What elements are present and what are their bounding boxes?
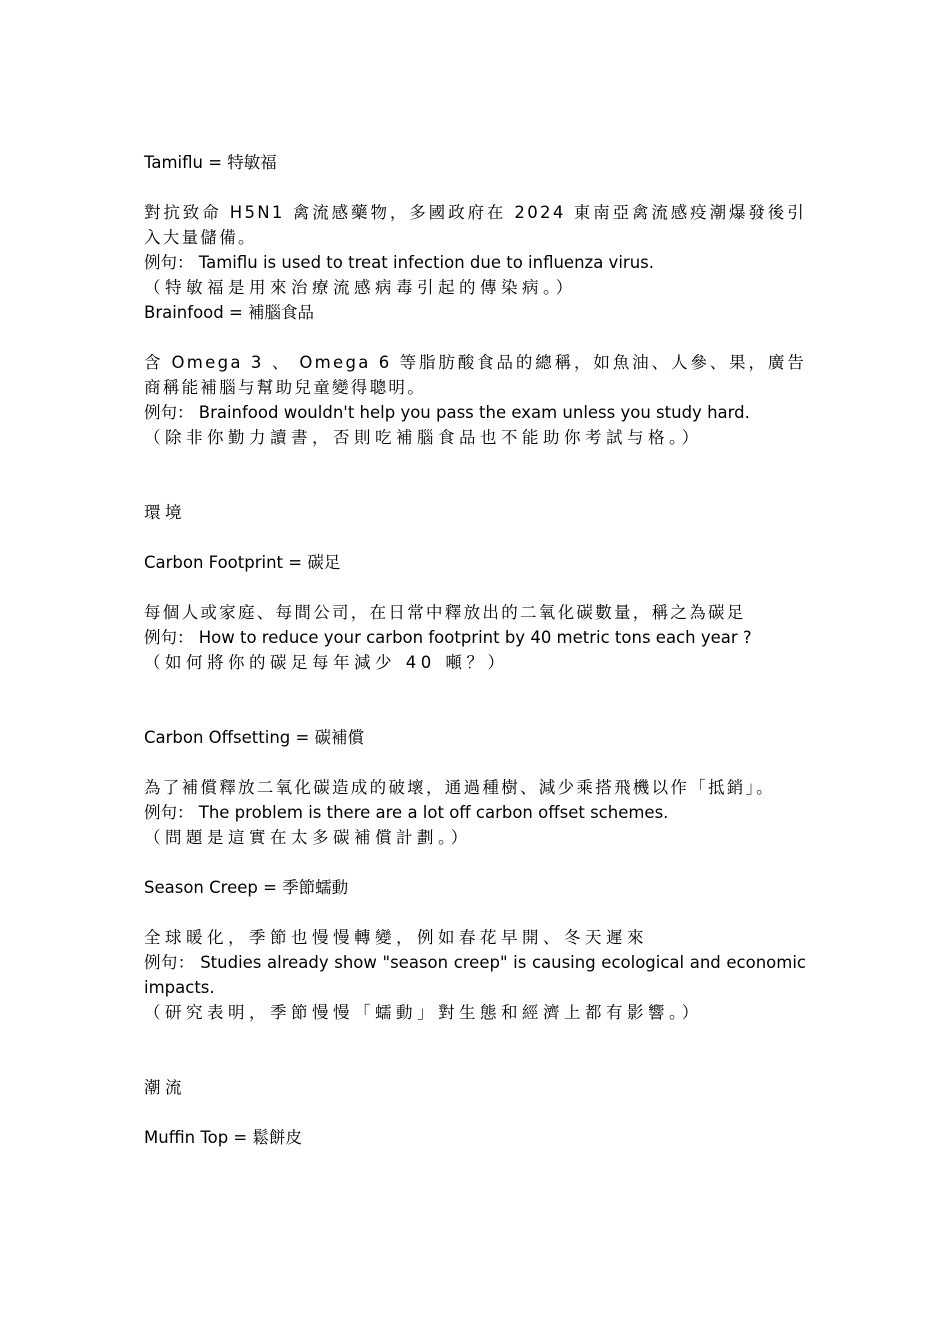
definition-tamiflu: 對抗致命 H5N1 禽流感藥物，多國政府在 2024 東南亞禽流感疫潮爆發後引入大量儲備。 xyxy=(144,203,806,247)
term-tamiflu: Tamiflu = 特敏福 xyxy=(144,153,277,172)
translation-brainfood: （除非你勤力讀書，否則吃補腦食品也不能助你考試与格。） xyxy=(144,428,703,447)
section-heading-trend: 潮流 xyxy=(144,1078,186,1097)
example-season-creep: 例句： Studies already show "season creep" is causing ecological and economic impacts. xyxy=(144,953,806,997)
spacer xyxy=(144,675,806,725)
spacer xyxy=(144,575,806,600)
example-brainfood: 例句： Brainfood wouldn't help you pass the exam unless you study hard. xyxy=(144,403,750,422)
spacer xyxy=(144,850,806,875)
spacer xyxy=(144,1100,806,1125)
translation-carbon-offsetting: （問題是這實在太多碳補償計劃。） xyxy=(144,828,472,847)
spacer xyxy=(144,900,806,925)
example-carbon-offsetting: 例句： The problem is there are a lot off carbon offset schemes. xyxy=(144,803,669,822)
term-carbon-footprint: Carbon Footprint = 碳足 xyxy=(144,553,341,572)
translation-season-creep: （研究表明，季節慢慢「蠕動」對生態和經濟上都有影響。） xyxy=(144,1003,703,1022)
term-brainfood: Brainfood = 補腦食品 xyxy=(144,303,315,322)
example-tamiflu: 例句： Tamiflu is used to treat infection due to influenza virus. xyxy=(144,253,654,272)
term-season-creep: Season Creep = 季節蠕動 xyxy=(144,878,349,897)
spacer xyxy=(144,750,806,775)
term-muffin-top: Muffin Top = 鬆餅皮 xyxy=(144,1128,303,1147)
spacer xyxy=(144,325,806,350)
spacer xyxy=(144,175,806,200)
section-heading-environment: 環境 xyxy=(144,503,186,522)
spacer xyxy=(144,525,806,550)
translation-carbon-footprint: （如何將你的碳足每年減少 40 噸？） xyxy=(144,653,509,672)
spacer xyxy=(144,1025,806,1075)
example-carbon-footprint: 例句： How to reduce your carbon footprint by 40 metric tons each year ? xyxy=(144,628,752,647)
term-carbon-offsetting: Carbon Offsetting = 碳補償 xyxy=(144,728,365,747)
definition-season-creep: 全球暖化，季節也慢慢轉變，例如春花早開、冬天遲來 xyxy=(144,928,648,947)
definition-brainfood: 含 Omega 3 、 Omega 6 等脂肪酸食品的總稱，如魚油、人參、果，廣告商稱能補腦与幫助兒童變得聰明。 xyxy=(144,353,806,397)
definition-carbon-footprint: 每個人或家庭、每間公司，在日常中釋放出的二氧化碳數量，稱之為碳足 xyxy=(144,603,746,622)
definition-carbon-offsetting: 為了補償釋放二氧化碳造成的破壞，通過種樹、減少乘搭飛機以作「抵銷」。 xyxy=(144,778,775,797)
document-page xyxy=(144,150,806,1150)
translation-tamiflu: （特敏福是用來治療流感病毒引起的傳染病。） xyxy=(144,278,577,297)
spacer xyxy=(144,450,806,500)
